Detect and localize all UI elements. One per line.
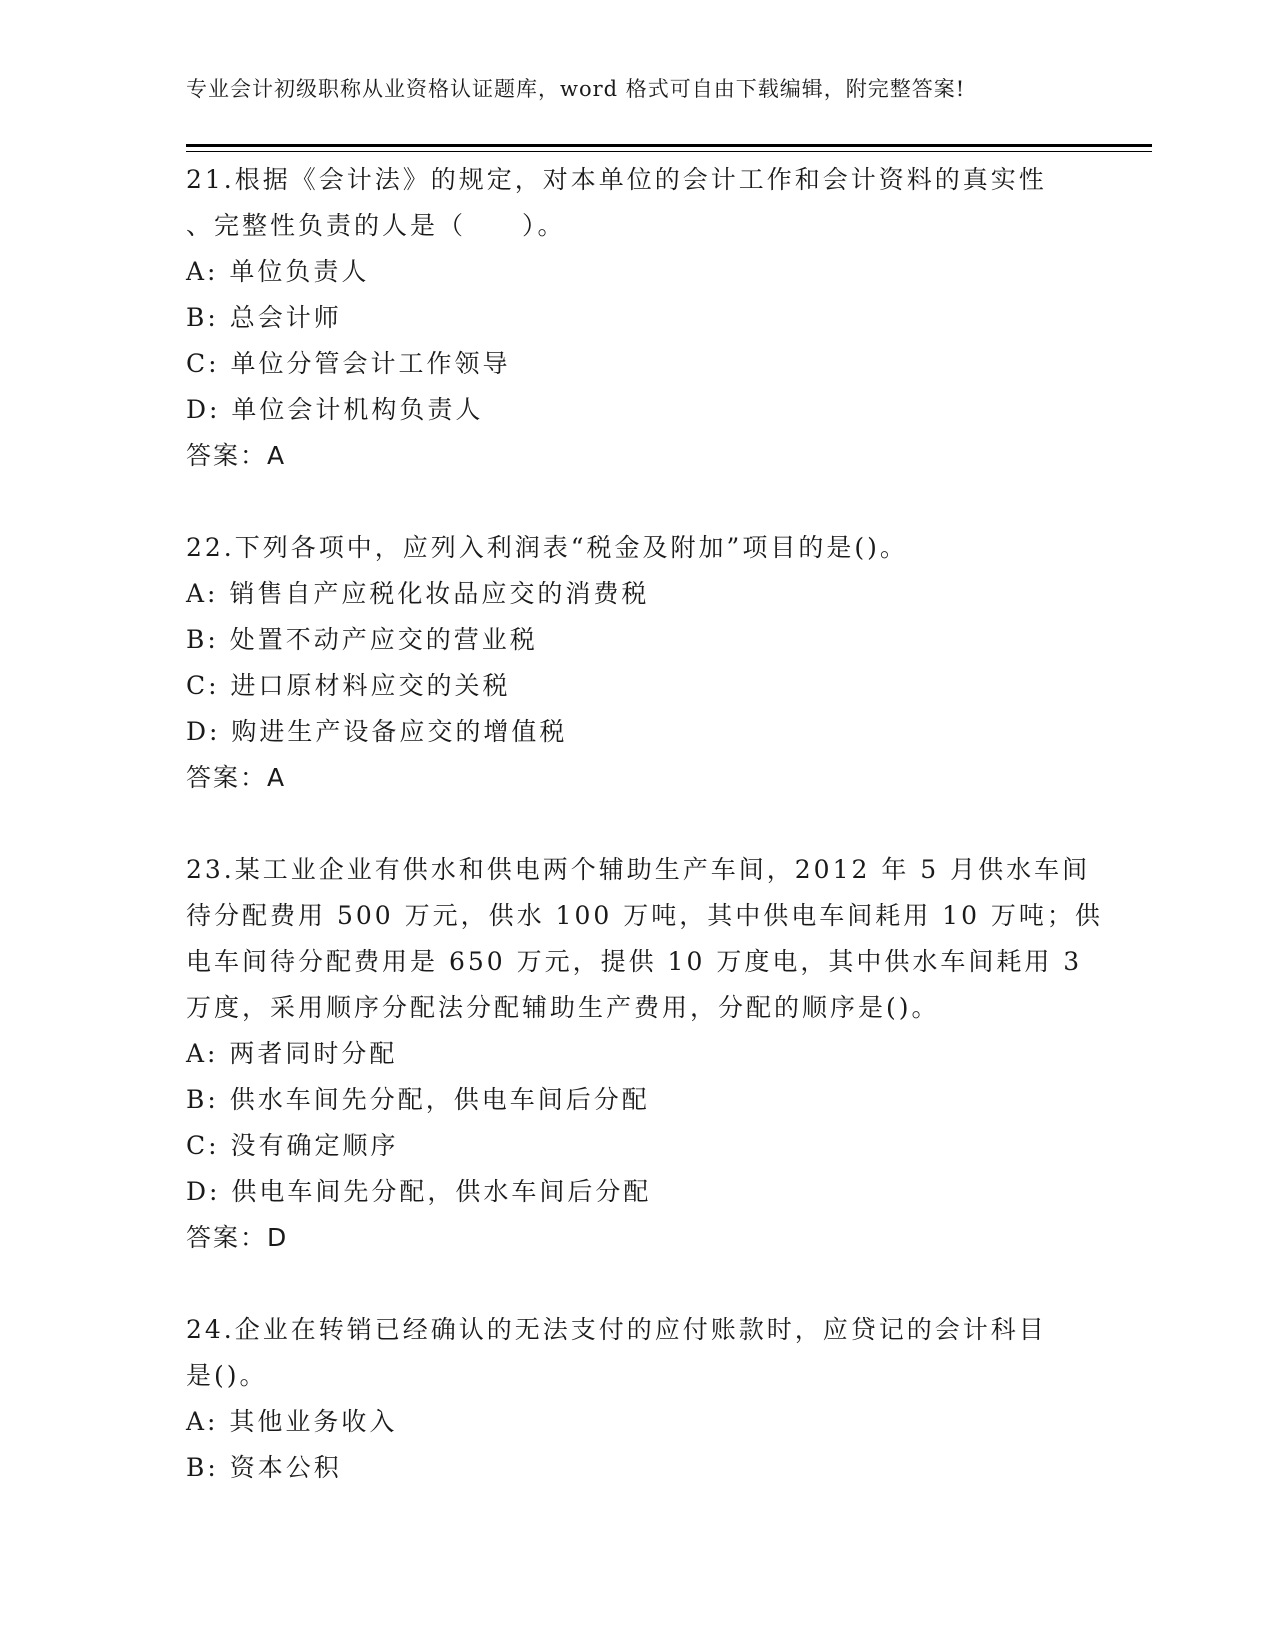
question-24-stem-line-1: 24.企业在转销已经确认的无法支付的应付账款时，应贷记的会计科目 [186, 1315, 1047, 1344]
question-spacer [186, 801, 1086, 847]
question-23-stem-line-4: 万度，采用顺序分配法分配辅助生产费用，分配的顺序是()。 [186, 993, 940, 1022]
question-23-stem-line-2: 待分配费用 500 万元，供水 100 万吨，其中供电车间耗用 10 万吨；供 [186, 901, 1103, 930]
question-23-stem-line-1: 23.某工业企业有供水和供电两个辅助生产车间，2012 年 5 月供水车间 [186, 855, 1091, 884]
question-spacer [186, 479, 1086, 525]
question-21-option-c: C: 单位分管会计工作领导 [186, 349, 511, 378]
question-23-option-c: C: 没有确定顺序 [186, 1131, 399, 1160]
question-22-option-b: B: 处置不动产应交的营业税 [186, 625, 538, 654]
header-rule-thin [186, 151, 1152, 152]
question-24-option-b: B: 资本公积 [186, 1453, 342, 1482]
question-21-option-d: D: 单位会计机构负责人 [186, 395, 484, 424]
header-rule-thick [186, 144, 1152, 147]
question-list [186, 157, 1103, 1491]
question-22-option-a: A: 销售自产应税化妆品应交的消费税 [186, 579, 650, 608]
question-21-answer: 答案：A [186, 441, 287, 470]
question-23-option-a: A: 两者同时分配 [186, 1039, 398, 1068]
question-23-option-b: B: 供水车间先分配，供电车间后分配 [186, 1085, 650, 1114]
question-24-stem-line-2: 是()。 [186, 1361, 268, 1390]
question-22-stem-line-1: 22.下列各项中，应列入利润表“税金及附加”项目的是()。 [186, 533, 908, 562]
question-22 [186, 525, 1086, 801]
question-23-option-d: D: 供电车间先分配，供水车间后分配 [186, 1177, 652, 1206]
question-23-stem-line-3: 电车间待分配费用是 650 万元，提供 10 万度电，其中供水车间耗用 3 [186, 947, 1083, 976]
question-23 [186, 847, 1103, 1261]
page-header: 专业会计初级职称从业资格认证题库，word 格式可自由下载编辑，附完整答案! [186, 77, 966, 101]
question-22-option-d: D: 购进生产设备应交的增值税 [186, 717, 568, 746]
question-22-answer: 答案：A [186, 763, 287, 792]
question-22-option-c: C: 进口原材料应交的关税 [186, 671, 511, 700]
question-spacer [186, 1261, 1086, 1307]
question-21-stem-line-2: 、完整性负责的人是（ ）。 [186, 211, 566, 240]
question-24-option-a: A: 其他业务收入 [186, 1407, 398, 1436]
question-24 [186, 1307, 1086, 1491]
question-21-option-a: A: 单位负责人 [186, 257, 370, 286]
question-23-answer: 答案：D [186, 1223, 289, 1252]
question-21-option-b: B: 总会计师 [186, 303, 342, 332]
question-21-stem-line-1: 21.根据《会计法》的规定，对本单位的会计工作和会计资料的真实性 [186, 165, 1047, 194]
question-21 [186, 157, 1086, 479]
